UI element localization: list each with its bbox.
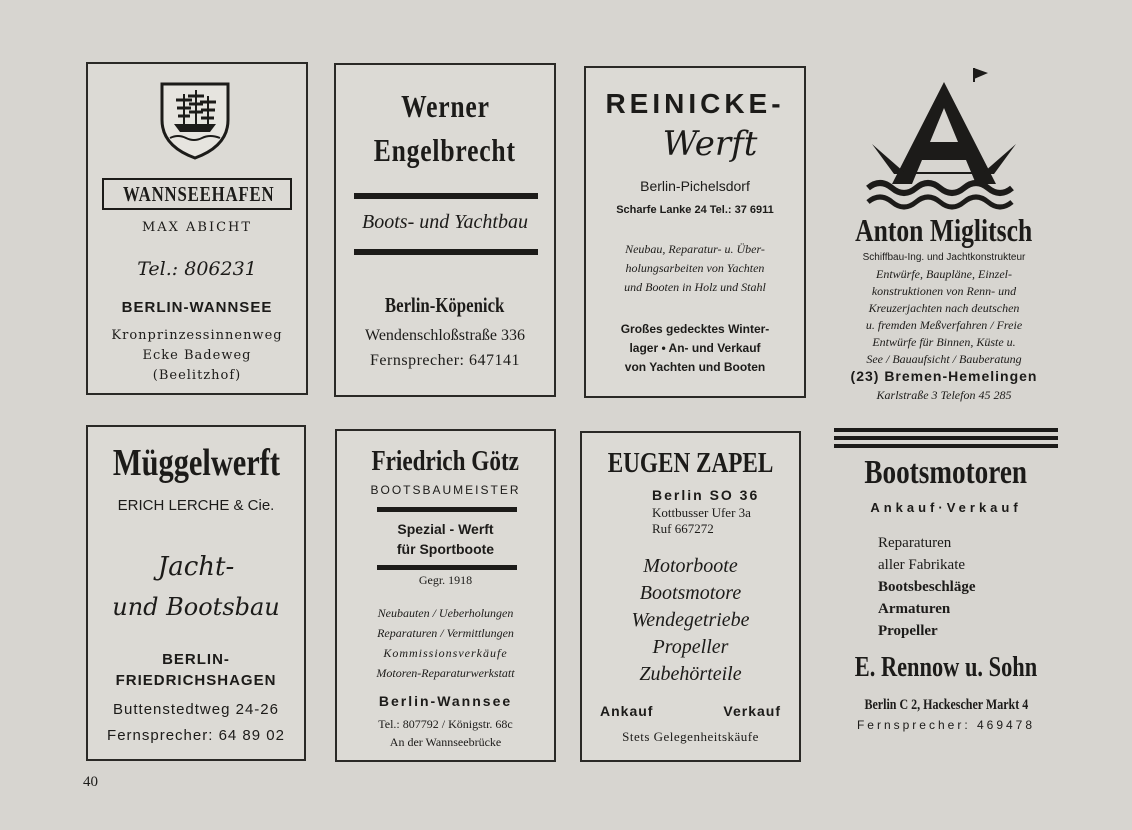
ad-mueggelwerft (86, 425, 306, 761)
phone-number: Fernsprecher: 647141 (370, 352, 520, 369)
ad-miglitsch (830, 62, 1058, 406)
offer-line: lager • An- und Verkauf (629, 341, 761, 355)
service-line: See / Bauaufsicht / Bauberatung (866, 352, 1022, 366)
ad-zapel (580, 431, 801, 762)
phone-number: Fernsprecher: 64 89 02 (107, 727, 285, 744)
owner-name: ERICH LERCHE & Cie. (117, 497, 275, 514)
city: Berlin-Wannsee (378, 693, 513, 709)
service-line: Kreuzerjachten nach deutschen (868, 301, 1020, 315)
city: (23) Bremen-Hemelingen (850, 368, 1038, 384)
street: Kottbusser Ufer 3a (652, 505, 751, 520)
service-line: und Booten in Holz und Stahl (624, 280, 766, 294)
company-name: Anton Miglitsch (855, 212, 1033, 248)
city: Berlin-Köpenick (385, 293, 505, 317)
trade-line: und Bootsbau (112, 593, 280, 621)
occasions: Stets Gelegenheitskäufe (622, 729, 759, 744)
product-line: Wendegetriebe (631, 609, 750, 631)
address-line: Ecke Badeweg (142, 348, 252, 363)
service-line: Kommissionsverkäufe (383, 646, 508, 660)
company-name: Friedrich Götz (371, 445, 520, 477)
phone-number: Tel.: 806231 (137, 258, 257, 280)
city-line: BERLIN- (162, 651, 230, 668)
sailing-ship-shield-icon (158, 80, 232, 160)
offer-line: von Yachten und Booten (624, 360, 766, 374)
trade-line: Jacht- (157, 552, 235, 582)
company-name-line: Engelbrecht (373, 132, 516, 168)
divider (354, 193, 538, 199)
offer-line: Großes gedecktes Winter- (620, 322, 770, 336)
company-name: REINICKE- (605, 88, 785, 119)
address: Berlin C 2, Hackescher Markt 4 (864, 697, 1028, 713)
address: Karlstraße 3 Telefon 45 285 (876, 388, 1012, 402)
company-heading: Bootsmotoren (864, 454, 1028, 491)
page-number: 40 (83, 774, 98, 790)
company-name: Müggelwerft (112, 442, 280, 484)
phone-number: Ruf 667272 (652, 521, 714, 536)
address-line: (Beelitzhof) (152, 368, 242, 383)
service-line: Reparaturen (878, 535, 952, 551)
founded: Gegr. 1918 (418, 573, 473, 587)
title: Schiffbau-Ing. und Jachtkonstrukteur (862, 252, 1026, 263)
city: BERLIN-WANNSEE (121, 299, 273, 316)
anchor-boat-monogram-icon (862, 64, 1026, 214)
service-line: holungsarbeiten von Yachten (625, 261, 765, 275)
product-line: Bootsbeschläge (878, 579, 976, 595)
divider (377, 507, 517, 512)
ad-wannseehafen (86, 62, 308, 395)
product-line: Armaturen (878, 601, 951, 617)
service-line: Neubauten / Ueberholungen (377, 606, 514, 620)
service-line: Entwürfe, Baupläne, Einzel- (876, 267, 1012, 281)
trade: Boots- und Yachtbau (362, 211, 528, 233)
owner-name: MAX ABICHT (141, 220, 253, 235)
address: Scharfe Lanke 24 Tel.: 37 6911 (616, 204, 774, 216)
company-name: EUGEN ZAPEL (607, 447, 774, 479)
divider (377, 565, 517, 570)
title: BOOTSBAUMEISTER (370, 483, 521, 497)
location: An der Wannseebrücke (389, 735, 502, 749)
ad-reinicke (584, 66, 806, 398)
company-name-box (102, 178, 292, 210)
service-line: Motoren-Reparaturwerkstatt (376, 666, 515, 680)
product-line: Motorboote (643, 555, 738, 577)
product-line: Propeller (878, 623, 938, 639)
company-name-script: Werft (662, 124, 758, 164)
divider-triple (834, 428, 1058, 448)
specialty-line: Spezial - Werft (397, 521, 494, 537)
phone-number: Tel.: 807792 / Königstr. 68c (378, 717, 513, 731)
city-line: FRIEDRICHSHAGEN (115, 672, 277, 689)
address-line: Kronprinzessinnenweg (111, 328, 283, 343)
company-name: E. Rennow u. Sohn (854, 652, 1038, 683)
street: Wendenschloßstraße 336 (365, 327, 525, 344)
service-line: Entwürfe für Binnen, Küste u. (872, 335, 1016, 349)
ad-goetz (335, 429, 556, 762)
city: Berlin-Pichelsdorf (640, 178, 750, 194)
service-line: aller Fabrikate (878, 557, 966, 573)
company-name: WANNSEEHAFEN (122, 182, 275, 206)
specialty-line: für Sportboote (396, 541, 495, 557)
service-line: Neubau, Reparatur- u. Über- (625, 242, 765, 256)
service-line: konstruktionen von Renn- und (871, 284, 1017, 298)
trade: Ankauf·Verkauf (870, 500, 1022, 515)
divider (354, 249, 538, 255)
ad-engelbrecht (334, 63, 556, 397)
city: Berlin SO 36 (652, 487, 760, 503)
ad-rennow (832, 428, 1060, 758)
service-line: Reparaturen / Vermittlungen (377, 626, 514, 640)
service-line: u. fremden Meßverfahren / Freie (865, 318, 1023, 332)
buy-label: Ankauf (600, 703, 654, 719)
sell-label: Verkauf (723, 703, 781, 719)
product-line: Bootsmotore (639, 582, 742, 604)
phone-number: Fernsprecher: 469478 (856, 718, 1036, 732)
street: Buttenstedtweg 24-26 (113, 701, 279, 718)
product-line: Propeller (652, 636, 729, 658)
company-name-line: Werner (400, 88, 490, 124)
product-line: Zubehörteile (639, 663, 742, 685)
